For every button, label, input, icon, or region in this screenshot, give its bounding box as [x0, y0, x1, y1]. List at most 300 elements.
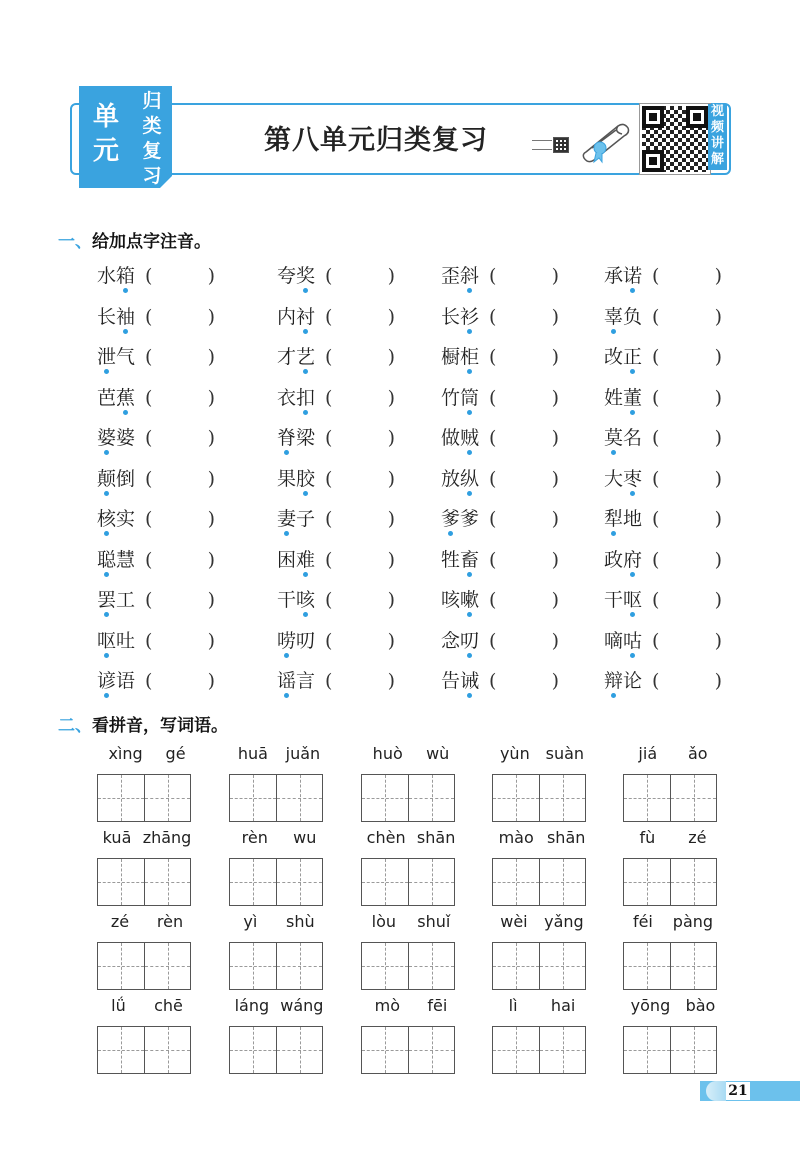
writing-grid[interactable]: [229, 858, 323, 906]
paren-open: (: [145, 265, 153, 287]
pinyin-label: [229, 828, 329, 852]
character-square[interactable]: [362, 943, 408, 989]
pinyin-word-item: [492, 996, 592, 1076]
emphasis-dot: [123, 410, 128, 415]
paren-close: ): [714, 670, 722, 692]
paren-open: (: [652, 589, 660, 611]
character-square[interactable]: [98, 943, 144, 989]
pinyin-syllable: mò: [374, 996, 401, 1015]
pinyin-label: [97, 828, 197, 852]
character-square[interactable]: [493, 859, 539, 905]
writing-grid[interactable]: [97, 858, 191, 906]
word-item: [441, 384, 601, 424]
character-square[interactable]: [144, 943, 190, 989]
emphasis-dot: [630, 410, 635, 415]
pinyin-syllable: shù: [286, 912, 315, 931]
emphasis-dot: [104, 572, 109, 577]
writing-grid[interactable]: [229, 942, 323, 990]
section-number: 一、: [58, 232, 92, 252]
paren-open: (: [325, 265, 333, 287]
paren-open: (: [489, 548, 497, 571]
answer-blank[interactable]: [652, 465, 722, 493]
answer-blank[interactable]: [145, 262, 215, 290]
word-item: [97, 667, 257, 707]
emphasis-dot: [104, 693, 109, 698]
writing-grid[interactable]: [361, 1026, 455, 1074]
pinyin-syllable: zé: [688, 828, 707, 847]
word-item: [277, 303, 437, 343]
diploma-scroll-icon: [578, 118, 636, 164]
answer-blank[interactable]: [489, 303, 559, 331]
paren-close: ): [207, 589, 215, 611]
word-item: [97, 505, 257, 545]
word-text: 莫名: [604, 427, 643, 449]
answer-blank[interactable]: [145, 627, 215, 655]
emphasis-dot: [467, 450, 472, 455]
paren-close: ): [714, 427, 722, 449]
paren-close: ): [551, 670, 559, 692]
answer-blank[interactable]: [325, 627, 395, 655]
qr-code[interactable]: [640, 104, 710, 174]
pinyin-syllable: chē: [154, 996, 183, 1015]
paren-open: (: [489, 508, 497, 530]
paren-open: (: [325, 386, 333, 409]
word-item: [277, 546, 437, 586]
pinyin-word-item: [361, 996, 461, 1076]
character-square[interactable]: [493, 943, 539, 989]
character-square[interactable]: [408, 775, 454, 821]
answer-blank[interactable]: [489, 505, 559, 533]
pinyin-label: [97, 912, 197, 936]
answer-blank[interactable]: [652, 343, 722, 371]
pinyin-label: [623, 912, 723, 936]
emphasis-dot: [630, 288, 635, 293]
paren-open: (: [325, 589, 333, 611]
pinyin-label: [492, 744, 592, 768]
answer-blank[interactable]: [489, 546, 559, 574]
pinyin-label: [623, 996, 723, 1020]
answer-blank[interactable]: [489, 627, 559, 655]
emphasis-dot: [104, 491, 109, 496]
pinyin-label: [623, 828, 723, 852]
character-square[interactable]: [624, 943, 670, 989]
video-explain-tag[interactable]: [708, 104, 727, 170]
word-item: [604, 262, 764, 302]
answer-blank[interactable]: [145, 384, 215, 412]
pinyin-label: [492, 996, 592, 1020]
character-square[interactable]: [230, 859, 276, 905]
emphasis-dot: [448, 531, 453, 536]
word-item: [604, 343, 764, 383]
emphasis-dot: [630, 653, 635, 658]
word-item: [604, 424, 764, 464]
character-square[interactable]: [670, 859, 716, 905]
character-square[interactable]: [362, 859, 408, 905]
paren-open: (: [325, 467, 333, 490]
paren-close: ): [551, 629, 559, 652]
answer-blank[interactable]: [145, 303, 215, 331]
word-text: 脊梁: [277, 427, 316, 449]
pinyin-word-item: [623, 912, 723, 992]
pinyin-syllable: suàn: [545, 744, 585, 763]
paren-open: (: [489, 467, 497, 490]
badge-sub-char: 习: [142, 165, 162, 187]
answer-blank[interactable]: [489, 667, 559, 695]
word-item: [604, 303, 764, 343]
paren-close: ): [387, 386, 395, 409]
emphasis-dot: [303, 329, 308, 334]
paren-close: ): [207, 670, 215, 692]
pinyin-syllable: yǎng: [544, 912, 584, 931]
answer-blank[interactable]: [325, 384, 395, 412]
writing-grid[interactable]: [623, 942, 717, 990]
paren-close: ): [551, 508, 559, 530]
paren-open: (: [652, 629, 660, 652]
pinyin-word-item: [229, 828, 329, 908]
character-square[interactable]: [624, 859, 670, 905]
word-text: 衣扣: [277, 386, 316, 409]
emphasis-dot: [467, 329, 472, 334]
paren-close: ): [387, 305, 395, 328]
answer-blank[interactable]: [145, 667, 215, 695]
pinyin-word-item: [623, 744, 723, 824]
emphasis-dot: [467, 410, 472, 415]
word-text: 放纵: [441, 467, 480, 490]
word-item: [97, 424, 257, 464]
writing-grid[interactable]: [492, 942, 586, 990]
pinyin-word-item: [97, 996, 197, 1076]
character-square[interactable]: [670, 1027, 716, 1073]
paren-open: (: [145, 386, 153, 409]
pinyin-syllable: huā: [237, 744, 268, 763]
writing-grid[interactable]: [623, 1026, 717, 1074]
answer-blank[interactable]: [489, 586, 559, 614]
pinyin-syllable: yì: [243, 912, 258, 931]
word-text: 困难: [277, 548, 316, 571]
emphasis-dot: [104, 612, 109, 617]
word-item: [441, 303, 601, 343]
word-text: 干咳: [277, 589, 316, 611]
character-square[interactable]: [276, 859, 322, 905]
paren-close: ): [207, 386, 215, 409]
character-square[interactable]: [144, 775, 190, 821]
word-item: [604, 546, 764, 586]
word-text: 爹爹: [441, 508, 480, 530]
writing-grid[interactable]: [492, 858, 586, 906]
character-square[interactable]: [539, 775, 585, 821]
paren-open: (: [325, 346, 333, 368]
paren-close: ): [207, 629, 215, 652]
paren-close: ): [207, 548, 215, 571]
character-square[interactable]: [539, 1027, 585, 1073]
paren-close: ): [387, 346, 395, 368]
word-text: 唠叨: [277, 629, 316, 652]
answer-blank[interactable]: [325, 424, 395, 452]
character-square[interactable]: [408, 859, 454, 905]
paren-close: ): [207, 508, 215, 530]
pinyin-label: [361, 828, 461, 852]
answer-blank[interactable]: [145, 586, 215, 614]
answer-blank[interactable]: [325, 546, 395, 574]
emphasis-dot: [284, 693, 289, 698]
pinyin-syllable: lì: [508, 996, 518, 1015]
pinyin-word-item: [97, 744, 197, 824]
word-item: [277, 424, 437, 464]
paren-close: ): [714, 589, 722, 611]
paren-open: (: [652, 427, 660, 449]
pinyin-syllable: yōng: [630, 996, 671, 1015]
character-square[interactable]: [98, 775, 144, 821]
paren-close: ): [207, 265, 215, 287]
emphasis-dot: [611, 693, 616, 698]
paren-open: (: [489, 265, 497, 287]
page-number-bar: [700, 1081, 800, 1101]
answer-blank[interactable]: [652, 586, 722, 614]
answer-blank[interactable]: [489, 262, 559, 290]
paren-open: (: [145, 467, 153, 490]
emphasis-dot: [123, 329, 128, 334]
character-square[interactable]: [276, 775, 322, 821]
answer-blank[interactable]: [652, 667, 722, 695]
answer-blank[interactable]: [325, 667, 395, 695]
section-title: 看拼音，写词语。: [92, 716, 228, 736]
answer-blank[interactable]: [489, 424, 559, 452]
character-square[interactable]: [98, 1027, 144, 1073]
character-square[interactable]: [144, 859, 190, 905]
answer-blank[interactable]: [652, 262, 722, 290]
character-square[interactable]: [408, 943, 454, 989]
answer-blank[interactable]: [489, 384, 559, 412]
writing-grid[interactable]: [361, 774, 455, 822]
answer-blank[interactable]: [145, 343, 215, 371]
pinyin-label: [97, 744, 197, 768]
writing-grid[interactable]: [97, 774, 191, 822]
word-text: 聪慧: [97, 548, 136, 571]
word-text: 谚语: [97, 670, 136, 692]
pinyin-syllable: xìng: [108, 744, 143, 763]
paren-close: ): [207, 305, 215, 328]
character-square[interactable]: [493, 775, 539, 821]
character-square[interactable]: [670, 775, 716, 821]
word-item: [604, 505, 764, 545]
paren-open: (: [652, 670, 660, 692]
pinyin-word-item: [492, 744, 592, 824]
word-item: [441, 667, 601, 707]
word-text: 歪斜: [441, 265, 480, 287]
paren-close: ): [387, 548, 395, 571]
character-square[interactable]: [98, 859, 144, 905]
character-square[interactable]: [539, 943, 585, 989]
word-item: [97, 384, 257, 424]
word-item: [277, 465, 437, 505]
character-square[interactable]: [539, 859, 585, 905]
word-item: [277, 343, 437, 383]
pinyin-word-item: [229, 912, 329, 992]
pinyin-syllable: chèn: [366, 828, 406, 847]
writing-grid[interactable]: [492, 774, 586, 822]
word-text: 水箱: [97, 265, 136, 287]
pinyin-word-item: [623, 996, 723, 1076]
emphasis-dot: [303, 369, 308, 374]
writing-grid[interactable]: [492, 1026, 586, 1074]
pinyin-syllable: rèn: [241, 828, 268, 847]
answer-blank[interactable]: [145, 546, 215, 574]
pinyin-syllable: kuā: [102, 828, 132, 847]
paren-close: ): [714, 386, 722, 409]
paren-open: (: [145, 589, 153, 611]
section-one-heading: [58, 227, 211, 252]
answer-blank[interactable]: [325, 343, 395, 371]
badge-sub-text: [137, 89, 167, 189]
answer-blank[interactable]: [652, 505, 722, 533]
character-square[interactable]: [230, 943, 276, 989]
paren-close: ): [387, 467, 395, 490]
paren-close: ): [714, 548, 722, 571]
character-square[interactable]: [276, 943, 322, 989]
character-square[interactable]: [230, 775, 276, 821]
emphasis-dot: [104, 450, 109, 455]
word-text: 长衫: [441, 305, 480, 328]
pinyin-syllable: wu: [293, 828, 317, 847]
emphasis-dot: [303, 491, 308, 496]
emphasis-dot: [467, 693, 472, 698]
answer-blank[interactable]: [652, 424, 722, 452]
answer-blank[interactable]: [489, 465, 559, 493]
paren-close: ): [551, 346, 559, 368]
answer-blank[interactable]: [325, 465, 395, 493]
word-item: [441, 546, 601, 586]
word-text: 果胶: [277, 467, 316, 490]
answer-blank[interactable]: [325, 262, 395, 290]
emphasis-dot: [467, 369, 472, 374]
video-tag-char: 讲: [710, 136, 724, 151]
answer-blank[interactable]: [325, 505, 395, 533]
paren-open: (: [652, 508, 660, 530]
paren-close: ): [551, 589, 559, 611]
answer-blank[interactable]: [325, 303, 395, 331]
paren-close: ): [551, 386, 559, 409]
paren-open: (: [325, 670, 333, 692]
section-two-heading: [58, 711, 228, 736]
paren-open: (: [145, 305, 153, 328]
character-square[interactable]: [408, 1027, 454, 1073]
answer-blank[interactable]: [652, 384, 722, 412]
word-text: 大枣: [604, 467, 643, 490]
writing-grid[interactable]: [97, 942, 191, 990]
writing-grid[interactable]: [229, 774, 323, 822]
character-square[interactable]: [493, 1027, 539, 1073]
badge-main-char: 单: [92, 102, 119, 132]
answer-blank[interactable]: [652, 303, 722, 331]
word-item: [97, 465, 257, 505]
word-text: 橱柜: [441, 346, 480, 368]
word-text: 告诫: [441, 670, 480, 692]
page-title: 第八单元归类复习: [264, 125, 488, 156]
character-square[interactable]: [230, 1027, 276, 1073]
writing-grid[interactable]: [229, 1026, 323, 1074]
writing-grid[interactable]: [361, 942, 455, 990]
writing-grid[interactable]: [97, 1026, 191, 1074]
paren-close: ): [551, 427, 559, 449]
pinyin-syllable: shān: [546, 828, 586, 847]
character-square[interactable]: [144, 1027, 190, 1073]
answer-blank[interactable]: [652, 627, 722, 655]
word-item: [441, 465, 601, 505]
paren-open: (: [325, 508, 333, 530]
pinyin-syllable: pàng: [672, 912, 714, 931]
character-square[interactable]: [624, 1027, 670, 1073]
pinyin-label: [623, 744, 723, 768]
word-item: [277, 667, 437, 707]
answer-blank[interactable]: [652, 546, 722, 574]
character-square[interactable]: [362, 775, 408, 821]
paren-close: ): [551, 305, 559, 328]
answer-blank[interactable]: [145, 465, 215, 493]
pinyin-label: [492, 828, 592, 852]
emphasis-dot: [284, 653, 289, 658]
pinyin-syllable: zhāng: [142, 828, 192, 847]
word-item: [604, 667, 764, 707]
pinyin-syllable: lǘ: [111, 996, 126, 1015]
paren-close: ): [551, 467, 559, 490]
section-title: 给加点字注音。: [92, 232, 211, 252]
word-item: [604, 586, 764, 626]
paren-open: (: [325, 548, 333, 571]
character-square[interactable]: [276, 1027, 322, 1073]
word-item: [97, 627, 257, 667]
word-text: 改正: [604, 346, 643, 368]
character-square[interactable]: [362, 1027, 408, 1073]
word-item: [441, 262, 601, 302]
paren-close: ): [714, 305, 722, 328]
pinyin-word-item: [229, 996, 329, 1076]
paren-close: ): [207, 427, 215, 449]
paren-open: (: [652, 346, 660, 368]
word-item: [441, 343, 601, 383]
character-square[interactable]: [670, 943, 716, 989]
writing-grid[interactable]: [623, 858, 717, 906]
answer-blank[interactable]: [145, 424, 215, 452]
answer-blank[interactable]: [145, 505, 215, 533]
character-square[interactable]: [624, 775, 670, 821]
word-text: 妻子: [277, 508, 316, 530]
answer-blank[interactable]: [325, 586, 395, 614]
word-item: [441, 424, 601, 464]
pinyin-word-item: [97, 912, 197, 992]
word-item: [97, 303, 257, 343]
paren-open: (: [652, 467, 660, 490]
word-text: 泄气: [97, 346, 136, 368]
pinyin-word-item: [492, 912, 592, 992]
pinyin-syllable: fēi: [427, 996, 448, 1015]
word-item: [277, 627, 437, 667]
word-item: [277, 505, 437, 545]
emphasis-dot: [467, 612, 472, 617]
pinyin-word-item: [361, 828, 461, 908]
writing-grid[interactable]: [623, 774, 717, 822]
writing-grid[interactable]: [361, 858, 455, 906]
badge-main-text: [89, 100, 123, 168]
pinyin-label: [97, 996, 197, 1020]
word-text: 核实: [97, 508, 136, 530]
paren-open: (: [652, 386, 660, 409]
pinyin-syllable: ǎo: [687, 744, 708, 763]
word-text: 咳嗽: [441, 589, 480, 611]
paren-open: (: [489, 305, 497, 328]
emphasis-dot: [611, 450, 616, 455]
word-item: [441, 586, 601, 626]
answer-blank[interactable]: [489, 343, 559, 371]
